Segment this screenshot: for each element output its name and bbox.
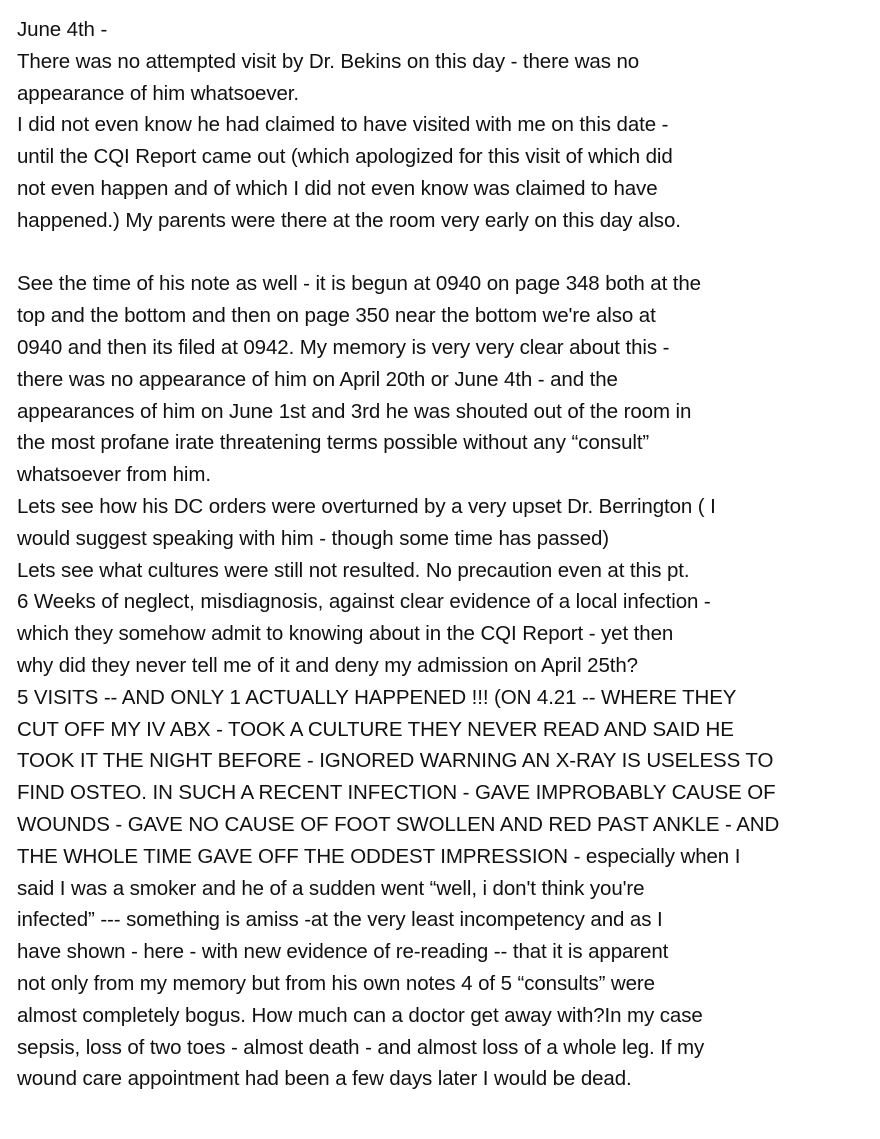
text-line: top and the bottom and then on page 350 near the bottom we're also at bbox=[17, 304, 656, 328]
text-line: have shown - here - with new evidence of re-reading -- that it is apparent bbox=[17, 940, 669, 964]
text-line: infected” --- something is amiss -at the very least incompetency and as I bbox=[17, 908, 663, 932]
text-line: the most profane irate threatening terms possible without any “consult” bbox=[17, 431, 650, 455]
text-line: not only from my memory but from his own notes 4 of 5 “consults” were bbox=[17, 971, 655, 995]
text-line: WOUNDS - GAVE NO CAUSE OF FOOT SWOLLEN AND RED PAST ANKLE - AND bbox=[17, 812, 780, 836]
text-line: there was no appearance of him on April 20th or June 4th - and the bbox=[17, 367, 618, 391]
text-line: almost completely bogus. How much can a doctor get away with?In my case bbox=[17, 1003, 703, 1027]
text-line: wound care appointment had been a few days later I would be dead. bbox=[17, 1067, 632, 1091]
text-line: FIND OSTEO. IN SUCH A RECENT INFECTION - GAVE IMPROBABLY CAUSE OF bbox=[17, 781, 776, 805]
text-line: until the CQI Report came out (which apologized for this visit of which did bbox=[17, 145, 673, 169]
text-line: 6 Weeks of neglect, misdiagnosis, against clear evidence of a local infection - bbox=[17, 590, 711, 614]
text-line: June 4th - bbox=[17, 18, 108, 41]
text-line: Lets see how his DC orders were overturned by a very upset Dr. Berrington ( I bbox=[17, 494, 716, 518]
text-line: 0940 and then its filed at 0942. My memory is very very clear about this - bbox=[17, 335, 670, 359]
text-line: There was no attempted visit by Dr. Bekins on this day - there was no bbox=[17, 49, 640, 73]
text-line: appearances of him on June 1st and 3rd he was shouted out of the room in bbox=[17, 399, 692, 423]
text-line: appearance of him whatsoever. bbox=[17, 81, 299, 105]
text-line: would suggest speaking with him - though some time has passed) bbox=[17, 526, 610, 550]
text-line: I did not even know he had claimed to have visited with me on this date - bbox=[17, 113, 669, 137]
text-line: not even happen and of which I did not even know was claimed to have bbox=[17, 176, 658, 200]
paragraph-gap bbox=[17, 237, 867, 269]
text-line: CUT OFF MY IV ABX - TOOK A CULTURE THEY NEVER READ AND SAID HE bbox=[17, 717, 734, 741]
text-line: said I was a smoker and he of a sudden went “well, i don't think you're bbox=[17, 876, 645, 900]
text-line: which they somehow admit to knowing about in the CQI Report - yet then bbox=[17, 622, 674, 646]
document-page bbox=[17, 14, 867, 1095]
text-line: See the time of his note as well - it is begun at 0940 on page 348 both at the bbox=[17, 272, 701, 296]
text-line: Lets see what cultures were still not resulted. No precaution even at this pt. bbox=[17, 558, 690, 582]
text-line: happened.) My parents were there at the room very early on this day also. bbox=[17, 208, 681, 232]
text-line: 5 VISITS -- AND ONLY 1 ACTUALLY HAPPENED !!! (ON 4.21 -- WHERE THEY bbox=[17, 685, 737, 709]
text-line: whatsoever from him. bbox=[17, 463, 211, 487]
text-line: sepsis, loss of two toes - almost death - and almost loss of a whole leg. If my bbox=[17, 1035, 705, 1059]
text-line: TOOK IT THE NIGHT BEFORE - IGNORED WARNING AN X-RAY IS USELESS TO bbox=[17, 749, 774, 773]
text-line: why did they never tell me of it and deny my admission on April 25th? bbox=[17, 653, 638, 677]
text-line: THE WHOLE TIME GAVE OFF THE ODDEST IMPRESSION - especially when I bbox=[17, 844, 741, 868]
